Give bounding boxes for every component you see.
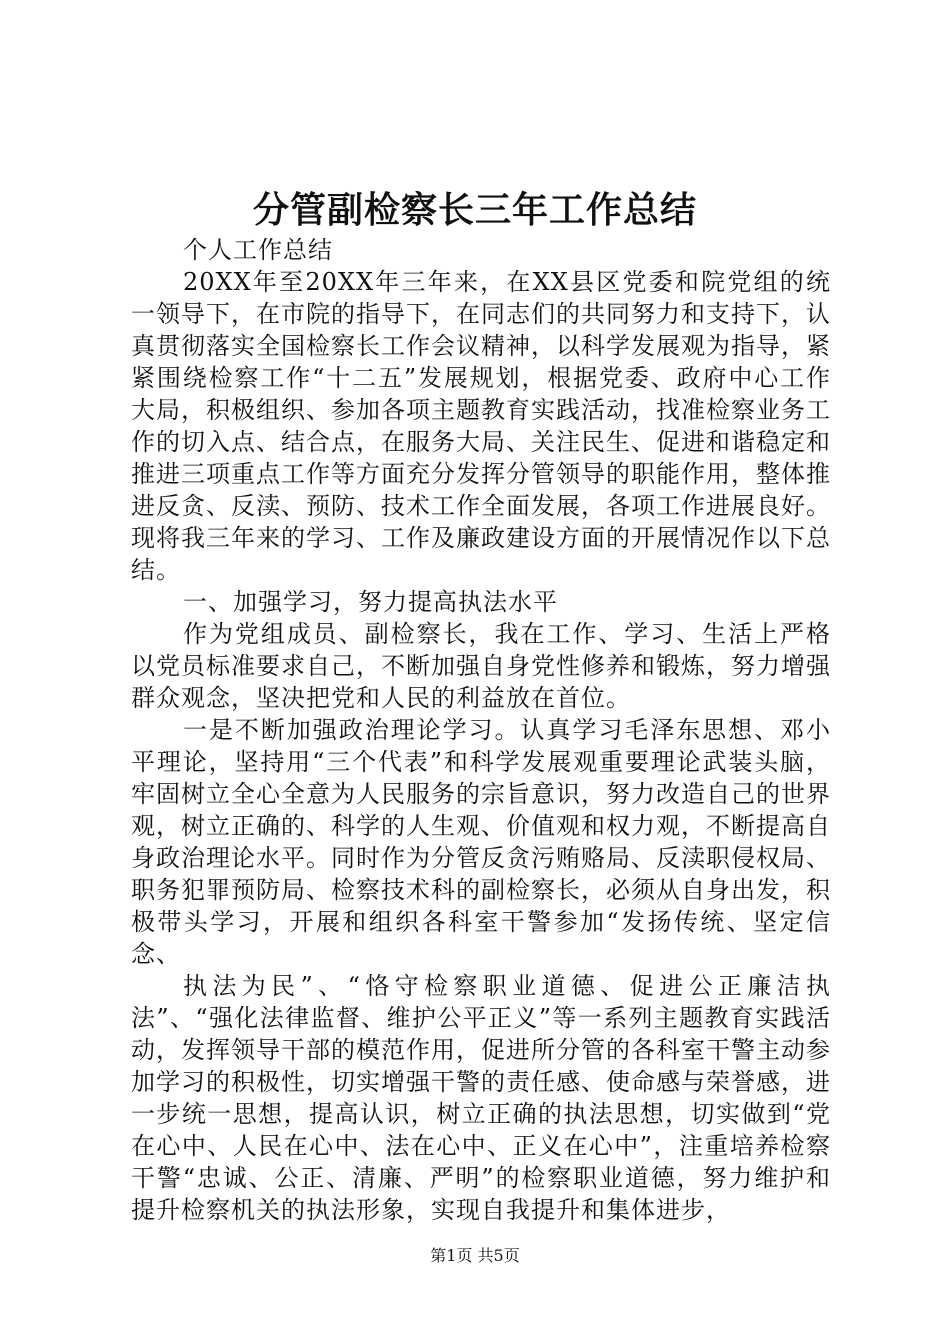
document-title: 分管副检察长三年工作总结: [252, 189, 697, 231]
paragraph-political-study: 一是不断加强政治理论学习。认真学习毛泽东思想、邓小平理论，坚持用“三个代表”和科学发展观重要理论武装头脑，牢固树立全心全意为人民服务的宗旨意识，努力改造自己的世界观，树立正确的、科学的人生观、价值观和权力观，不断提高自身政治理论水平。同时作为分管反贪污贿赂局、反渎职侵权局、职务犯罪预防局、检察技术科的副检察长，必须从自身出发，积极带头学习，开展和组织各科室干警参加“发扬传统、坚定信念、: [131, 716, 831, 968]
section-heading-1: 一、加强学习，努力提高执法水平: [183, 588, 558, 616]
paragraph-subtitle: 个人工作总结: [183, 236, 333, 264]
document-body: [131, 234, 831, 1226]
paragraph-section-1: 作为党组成员、副检察长，我在工作、学习、生活上严格以党员标准要求自己，不断加强自身党性修养和锻炼，努力增强群众观念，坚决把党和人民的利益放在首位。: [131, 620, 831, 712]
page-number: 第1页 共5页: [430, 1246, 520, 1265]
paragraph-intro: 20XX年至20XX年三年来，在XX县区党委和院党组的统一领导下，在市院的指导下，在同志们的共同努力和支持下，认真贯彻落实全国检察长工作会议精神，以科学发展观为指导，紧紧围绕检察工作“十二五”发展规划，根据党委、政府中心工作大局，积极组织、参加各项主题教育实践活动，找准检察业务工作的切入点、结合点，在服务大局、关注民生、促进和谐稳定和推进三项重点工作等方面充分发挥分管领导的职能作用，整体推进反贪、反渎、预防、技术工作全面发展，各项工作进展良好。现将我三年来的学习、工作及廉政建设方面的开展情况作以下总结。: [131, 268, 831, 584]
paragraph-education-activities: 执法为民”、“恪守检察职业道德、促进公正廉洁执法”、“强化法律监督、维护公平正义”等一系列主题教育实践活动，发挥领导干部的模范作用，促进所分管的各科室干警主动参加学习的积极性，切实增强干警的责任感、使命感与荣誉感，进一步统一思想，提高认识，树立正确的执法思想，切实做到“党在心中、人民在心中、法在心中、正义在心中”，注重培养检察干警“忠诚、公正、清廉、严明”的检察职业道德，努力维护和提升检察机关的执法形象，实现自我提升和集体进步，: [131, 972, 831, 1224]
